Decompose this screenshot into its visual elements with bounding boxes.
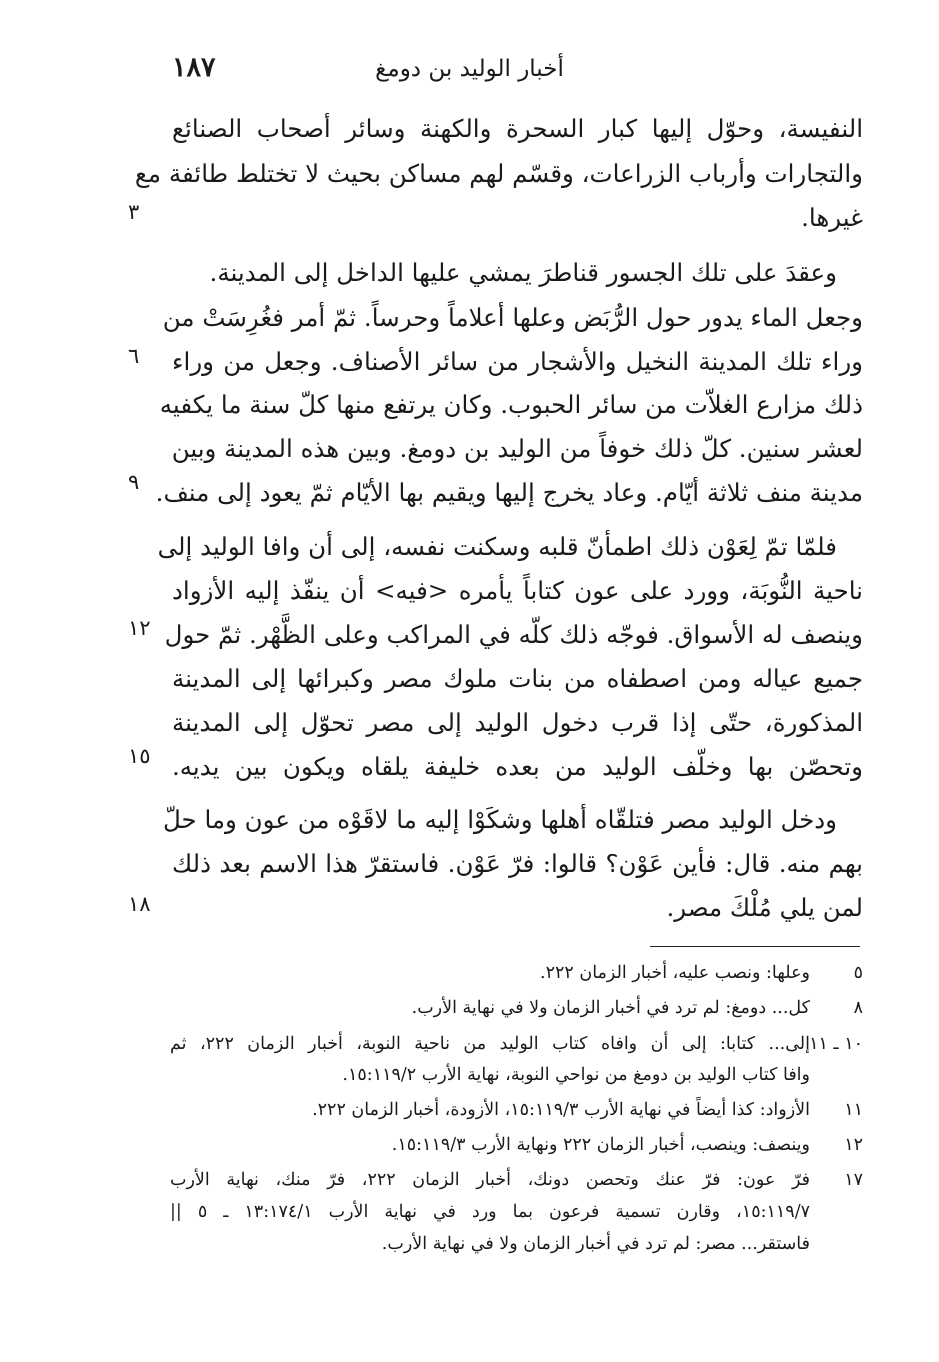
body-line: غيرها. [801,203,863,232]
body-line: بهم منه. قال: فأين عَوْن؟ قالوا: فرّ عَوْن. فاستقرّ هذا الاسم بعد ذلك [172,849,863,878]
margin-line-number: ١٥ [128,744,151,768]
footnote-text: الأزواد: كذا أيضاً في نهاية الأرب ١٥:١١٩/٣، الأزودة، أخبار الزمان ٢٢٢. [312,1100,810,1120]
body-line: ذلك مزارع الغلاّت من سائر الحبوب. وكان يرتفع منها كلّ سنة ما يكفيه [159,390,863,419]
footnote-text: إلى... كتابا: إلى أن وافاه كتاب الوليد من ناحية النوبة، أخبار الزمان ٢٢٢، ثم [170,1034,810,1054]
footnote-text: كل... دومغ: لم ترد في أخبار الزمان ولا في نهاية الأرب. [411,998,810,1018]
body-line: فلمّا تمّ لِعَوْن ذلك اطمأنّ قلبه وسكنت نفسه، إلى أن وافا الوليد إلى [157,532,837,561]
footnote-number: ١١ [844,1100,863,1120]
body-line: والتجارات وأرباب الزراعات، وقسّم لهم مساكن بحيث لا تختلط طائفة مع [134,159,863,188]
body-line: وعقدَ على تلك الجسور قناطرَ يمشي عليها الداخل إلى المدينة. [209,258,837,287]
margin-line-number: ٣ [128,200,140,224]
body-line: جميع عياله ومن اصطفاه من بنات ملوك مصر وكبرائها إلى المدينة [172,664,863,693]
margin-line-number: ١٢ [128,616,151,640]
footnote-rule [650,946,860,947]
margin-line-number: ١٨ [128,892,151,916]
body-line: وراء تلك المدينة النخيل والأشجار من سائر الأصناف. وجعل من وراء [172,347,863,376]
footnote-text: وينصف: وينصب، أخبار الزمان ٢٢٢ ونهاية الأرب ١٥:١١٩/٣. [391,1135,810,1155]
footnote-text: ١٥:١١٩/٧، وقارن تسمية فرعون بما ورد في نهاية الأرب ١٣:١٧٤/١ ـ ٥ || [170,1202,810,1222]
footnote-text: فاستقر... مصر: لم ترد في أخبار الزمان ولا في نهاية الأرب. [381,1234,810,1254]
footnote-number: ١٧ [844,1170,863,1190]
footnote-text: وافا كتاب الوليد بن دومغ من نواحي النوبة، نهاية الأرب ١٥:١١٩/٢. [342,1065,810,1085]
footnote-number: ١٢ [844,1135,863,1155]
running-header: أخبار الوليد بن دومغ [375,56,564,82]
footnote-text: فرّ عون: فرّ عنك وتحصن دونك، أخبار الزمان ٢٢٢، فرّ منك، نهاية الأرب [170,1170,810,1190]
body-line: لعشر سنين. كلّ ذلك خوفاً من الوليد بن دومغ. وبين هذه المدينة وبين [171,434,863,463]
body-line: ودخل الوليد مصر فتلقّاه أهلها وشكَوْا إليه ما لاقَوْه من عون وما حلّ [162,805,837,834]
footnote-number: ٨ [853,998,863,1018]
body-line: وتحصّن بها وخلّف الوليد من بعده خليفة يلقاه ويكون بين يديه. [172,752,863,781]
body-line: ناحية النُّوبَة، وورد على عون كتاباً يأمره <فيه> أن ينفّذ إليه الأزواد [172,576,863,605]
body-line: لمن يلي مُلْكَ مصر. [666,893,863,922]
body-line: وينصف له الأسواق. فوجّه ذلك كلّه في المراكب وعلى الظَّهْر. ثمّ حول [164,620,863,649]
footnote-number: ١٠ ـ ١١ [809,1034,863,1054]
body-line: المذكورة، حتّى إذا قرب دخول الوليد إلى مصر تحوّل إلى المدينة [172,708,863,737]
page-number: ١٨٧ [172,52,216,83]
body-line: مدينة منف ثلاثة أيّام. وعاد يخرج إليها ويقيم بها الأيّام ثمّ يعود إلى منف. [155,478,863,507]
margin-line-number: ٦ [128,344,140,368]
body-line: وجعل الماء يدور حول الرُّبَض وعلها أعلاماً وحرساً. ثمّ أمر فغُرِسَتْ من [162,303,863,332]
footnote-number: ٥ [853,963,863,983]
body-line: النفيسة، وحوّل إليها كبار السحرة والكهنة وسائر أصحاب الصنائع [172,114,863,143]
footnote-text: وعلها: ونصب عليه، أخبار الزمان ٢٢٢. [540,963,810,983]
margin-line-number: ٩ [128,470,140,494]
